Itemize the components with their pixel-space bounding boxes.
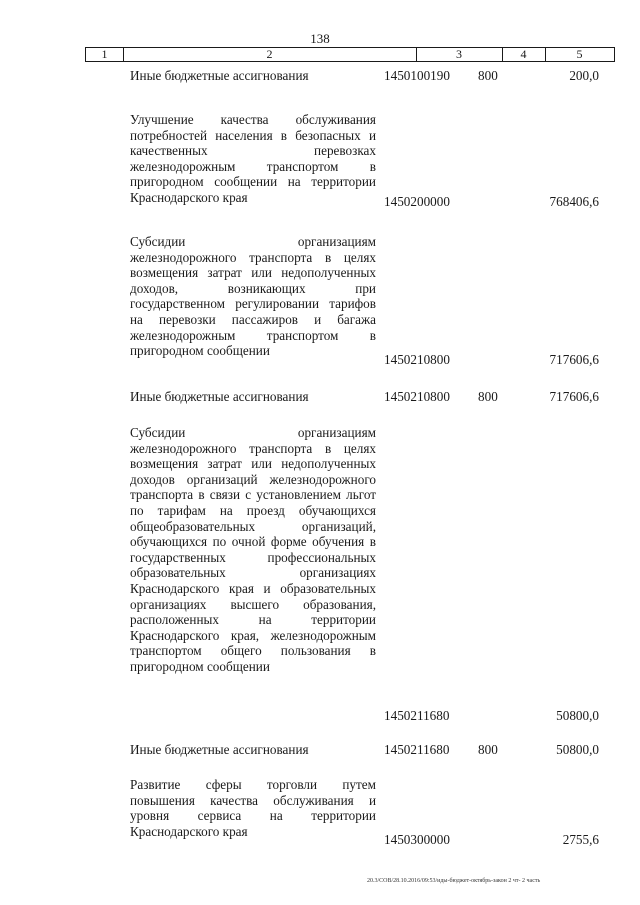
column-header-1: 1 xyxy=(101,47,108,61)
row-code: 1450211680 xyxy=(384,708,450,723)
row-kvr: 800 xyxy=(478,389,498,404)
row-amount: 717606,6 xyxy=(549,389,599,404)
row-amount: 50800,0 xyxy=(556,708,599,723)
row-name: Субсидии организациям железнодорожного транспорта в целях возмещения затрат или недополученных доходов организаций железнодорожного транспорта в связи с установлением льгот по тарифам на проезд обучающихся общеобразовательных организаций, обучающихся по очной форме обучения в государственных профессиональных образовательных организациях Краснодарского края и образовательных организациях высшего образования, расположенных на территории Краснодарского края, железнодорожным транспортом общего пользования в пригородном сообщении xyxy=(130,425,376,674)
column-header-3: 3 xyxy=(456,47,462,61)
row-code: 1450200000 xyxy=(384,194,450,209)
table-header xyxy=(85,47,615,62)
row-code: 1450300000 xyxy=(384,832,450,847)
column-header-5: 5 xyxy=(576,47,583,61)
row-code: 1450210800 xyxy=(384,389,450,404)
column-header-4: 4 xyxy=(520,47,527,61)
row-kvr: 800 xyxy=(478,742,498,757)
row-amount: 200,0 xyxy=(569,68,599,83)
row-amount: 50800,0 xyxy=(556,742,599,757)
column-header-2: 2 xyxy=(266,47,273,61)
row-code: 1450210800 xyxy=(384,352,450,367)
row-name: Развитие сферы торговли путем повышения качества обслуживания и уровня сервиса на территории Краснодарского края xyxy=(130,777,376,839)
row-kvr: 800 xyxy=(478,68,498,83)
row-name: Улучшение качества обслуживания потребностей населения в безопасных и качественных перевозках железнодорожным транспортом в пригородном сообщении на территории Краснодарского края xyxy=(130,112,376,205)
row-name: Иные бюджетные ассигнования xyxy=(130,389,309,404)
row-amount: 717606,6 xyxy=(549,352,599,367)
row-name: Иные бюджетные ассигнования xyxy=(130,68,309,83)
row-name: Субсидии организациям железнодорожного транспорта в целях возмещения затрат или недополученных доходов, возникающих при государственном регулировании тарифов на перевозки пассажиров и багажа железнодорожным транспортом в пригородном сообщении xyxy=(130,234,376,359)
row-code: 1450211680 xyxy=(384,742,450,757)
page-number: 138 xyxy=(310,31,330,46)
row-code: 1450100190 xyxy=(384,68,450,83)
footer-filename: 20.3/СОВ/28.10.2016/09:53/иды-бюджет-октябрь-закон 2 чт- 2 часть xyxy=(367,878,541,884)
row-amount: 768406,6 xyxy=(549,194,599,209)
row-name: Иные бюджетные ассигнования xyxy=(130,742,309,757)
row-amount: 2755,6 xyxy=(562,832,599,847)
